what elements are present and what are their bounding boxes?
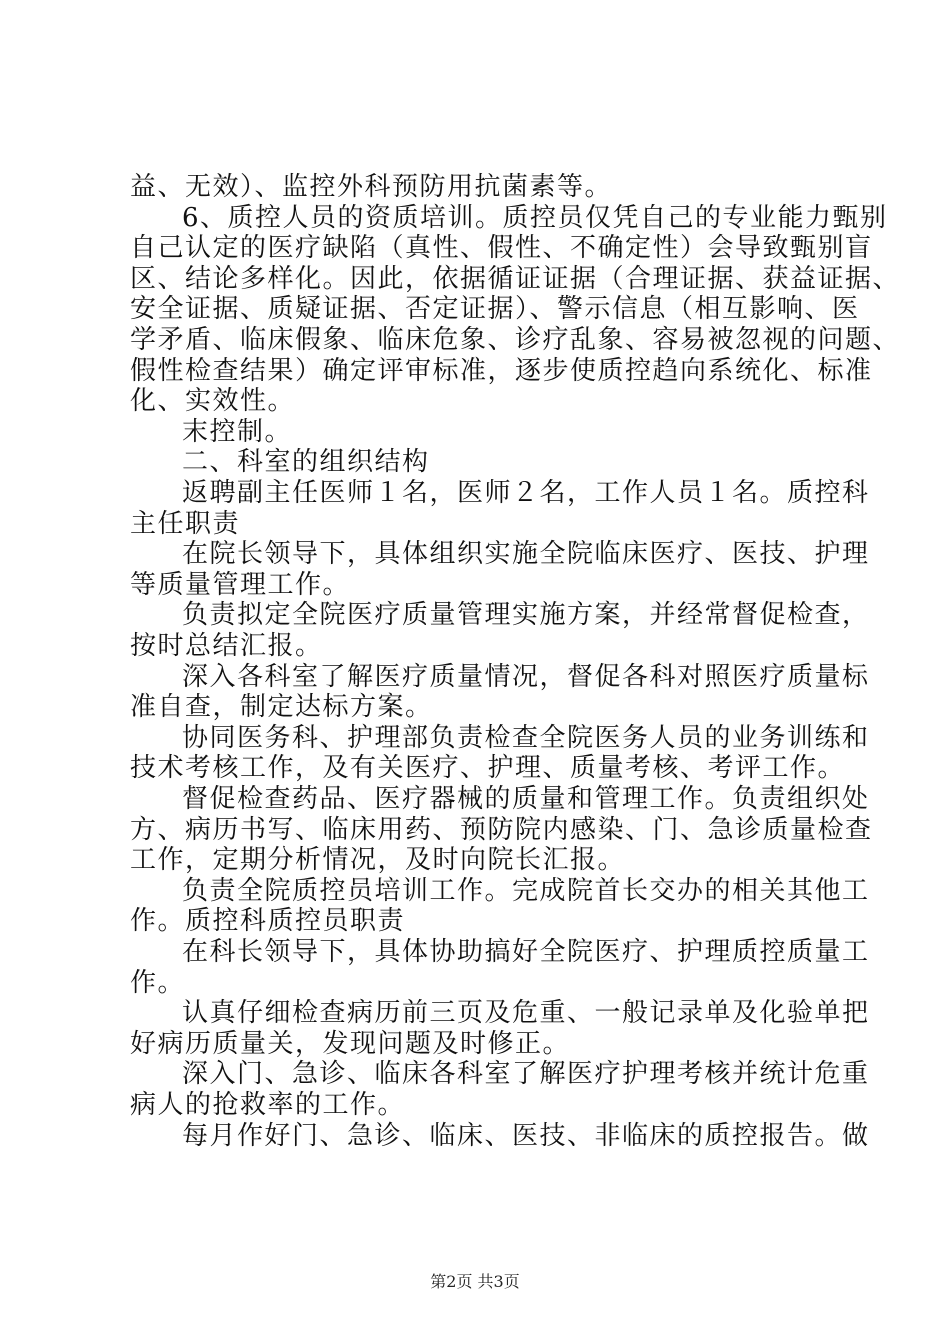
text-line: 化、实效性。 [130, 386, 296, 417]
text-line: 在科长领导下，具体协助搞好全院医疗、护理质控质量工 [182, 937, 870, 967]
text-line: 好病历质量关，发现问题及时修正。 [130, 1028, 571, 1059]
page-footer: 第2页 共3页 [430, 1272, 520, 1291]
text-line: 主任职责 [130, 508, 241, 539]
text-line: 协同医务科、护理部负责检查全院医务人员的业务训练和 [182, 722, 870, 753]
text-line: 益、无效）、监控外科预防用抗菌素等。 [130, 172, 613, 202]
text-line: 准自查，制定达标方案。 [130, 692, 433, 723]
text-line: 自己认定的医疗缺陷（真性、假性、不确定性）会导致甄别盲 [130, 233, 873, 264]
text-line: 负责拟定全院医疗质量管理实施方案，并经常督促检查， [182, 600, 870, 631]
text-line: 末控制。 [182, 416, 293, 447]
text-line: 病人的抢救率的工作。 [130, 1090, 406, 1120]
text-line: 负责全院质控员培训工作。完成院首长交办的相关其他工 [182, 875, 870, 906]
text-line: 方、病历书写、临床用药、预防院内感染、门、急诊质量检查 [130, 814, 873, 845]
text-line: 作。 [130, 967, 186, 998]
text-line: 区、结论多样化。因此，依据循证证据（合理证据、获益证据、 [130, 263, 901, 294]
text-line: 学矛盾、临床假象、临床危象、诊疗乱象、容易被忽视的问题、 [130, 325, 901, 355]
text-line: 安全证据、质疑证据、否定证据）、警示信息（相互影响、医 [130, 294, 860, 325]
text-line: 深入门、急诊、临床各科室了解医疗护理考核并统计危重 [182, 1059, 870, 1090]
text-line: 作。质控科质控员职责 [130, 906, 406, 937]
text-line: 假性检查结果）确定评审标准，逐步使质控趋向系统化、标准 [130, 355, 873, 386]
text-line: 技术考核工作，及有关医疗、护理、质量考核、考评工作。 [130, 753, 846, 784]
text-line: 返聘副主任医师１名，医师２名，工作人员１名。质控科 [182, 478, 870, 508]
text-line: 每月作好门、急诊、临床、医技、非临床的质控报告。做 [182, 1120, 870, 1151]
text-line: 督促检查药品、医疗器械的质量和管理工作。负责组织处 [182, 784, 870, 814]
text-line: 工作，定期分析情况，及时向院长汇报。 [130, 845, 626, 876]
text-line: 按时总结汇报。 [130, 631, 323, 661]
text-line: 在院长领导下，具体组织实施全院临床医疗、医技、护理 [182, 539, 870, 570]
section-heading: 二、科室的组织结构 [182, 447, 430, 478]
text-line: 等质量管理工作。 [130, 569, 351, 600]
text-line: 深入各科室了解医疗质量情况，督促各科对照医疗质量标 [182, 661, 870, 692]
text-line: 6、质控人员的资质培训。质控员仅凭自己的专业能力甄别 [182, 202, 888, 233]
text-line: 认真仔细检查病历前三页及危重、一般记录单及化验单把 [182, 998, 870, 1029]
